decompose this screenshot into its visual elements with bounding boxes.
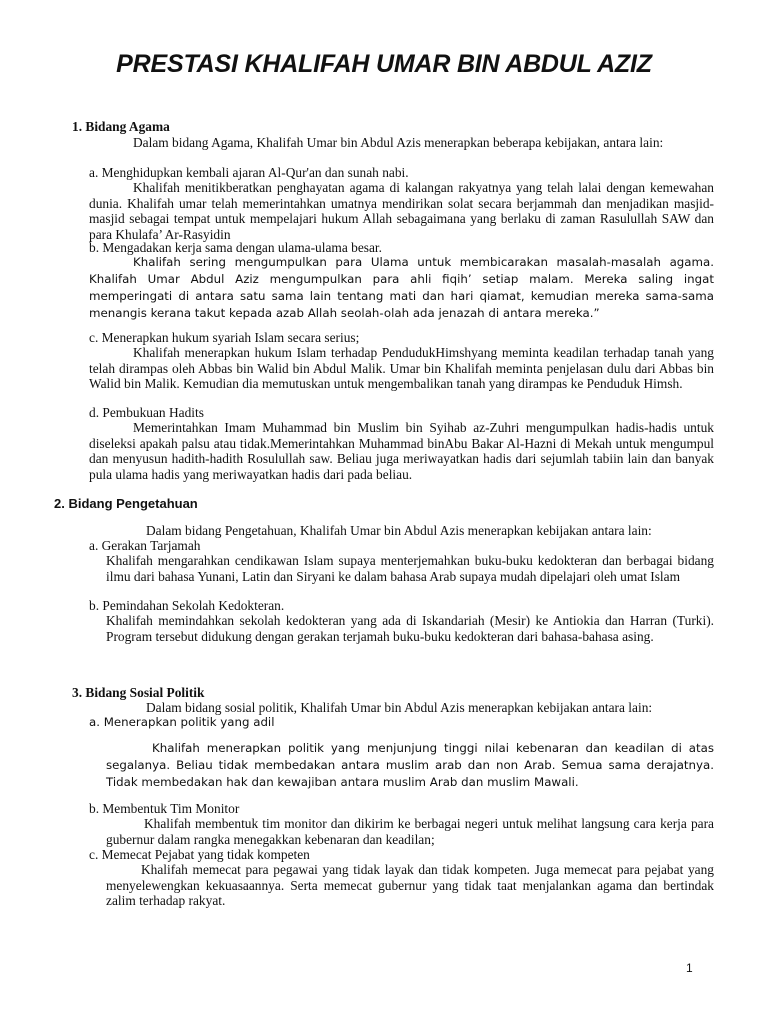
section-1-item-c-label: c. Menerapkan hukum syariah Islam secara serius; <box>89 330 360 345</box>
page-number: 1 <box>686 961 693 975</box>
section-1-intro: Dalam bidang Agama, Khalifah Umar bin Abdul Azis menerapkan beberapa kebijakan, antara lain: <box>133 135 664 150</box>
section-1-item-b-label: b. Mengadakan kerja sama dengan ulama-ulama besar. <box>89 240 382 255</box>
section-1-item-d-text: Memerintahkan Imam Muhammad bin Muslim bin Syihab az-Zuhri mengumpulkan hadis-hadis untuk diseleksi apakah palsu atau tidak.Memerintahkan Muhammad binAbu Bakar Al-Hazni di Mekah untuk mengumpul dan menyusun hadith-hadith Rosulullah saw. Beliau juga meriwayatkan hadis dari sejumlah tabiin lain dan banyak pula ulama hadis yang meriwayatkan hadis dari pada beliau. <box>89 420 714 482</box>
page-title: PRESTASI KHALIFAH UMAR BIN ABDUL AZIZ <box>116 50 652 78</box>
section-1-item-d-label: d. Pembukuan Hadits <box>89 405 204 420</box>
section-3-item-a-text: Khalifah menerapkan politik yang menjunjung tinggi nilai kebenaran dan keadilan di atas segalanya. Beliau tidak membedakan antara muslim arab dan non Arab. Semua sama derajatnya. Tidak membedakan hak dan kewajiban antara muslim Arab dan muslim Mawali. <box>106 741 714 789</box>
section-3-heading: 3. Bidang Sosial Politik <box>72 685 205 700</box>
section-3-item-c-text: Khalifah memecat para pegawai yang tidak layak dan tidak kompeten. Juga memecat para pejabat yang menyelewengkan kekuasaannya. Serta memecat gubernur yang tidak taat menjalankan agama dan bertindak zalim terhadap rakyat. <box>106 862 714 908</box>
section-2-item-b-text: Khalifah memindahkan sekolah kedokteran yang ada di Iskandariah (Mesir) ke Antiokia dan Harran (Turki). Program tersebut didukung dengan gerakan terjamah buku-buku kedokteran dari bahasa-bahasa asing. <box>106 613 714 644</box>
section-3-item-b-label: b. Membentuk Tim Monitor <box>89 801 240 816</box>
section-2-item-b-label: b. Pemindahan Sekolah Kedokteran. <box>89 598 285 613</box>
section-1-item-a-text: Khalifah menitikberatkan penghayatan agama di kalangan rakyatnya yang telah lalai dengan kemewahan dunia. Khalifah umar telah memerintahkan umatnya mendirikan solat secara berjammah dan menjadikan masjid-masjid sebagai tempat untuk mempelajari hukum Allah sebagaimana yang berlaku di zaman Rasulullah SAW dan para Khulafa’ Ar-Rasyidin <box>89 180 714 242</box>
section-2-item-a-text: Khalifah mengarahkan cendikawan Islam supaya menterjemahkan buku-buku kedokteran dan berbagai bidang ilmu dari bahasa Yunani, Latin dan Siryani ke dalam bahasa Arab supaya mudah dipelajari oleh umat Islam <box>106 553 714 584</box>
section-3-intro: Dalam bidang sosial politik, Khalifah Umar bin Abdul Azis menerapkan kebijakan antara lain: <box>146 700 653 715</box>
section-1-item-a-label: a. Menghidupkan kembali ajaran Al-Qur'an dan sunah nabi. <box>89 165 409 180</box>
section-1-heading: 1. Bidang Agama <box>72 119 170 134</box>
section-2-item-a-label: a. Gerakan Tarjamah <box>89 538 201 553</box>
section-1-item-b-text: Khalifah sering mengumpulkan para Ulama untuk membicarakan masalah-masalah agama. Khalifah Umar Abdul Aziz mengumpulkan para ahli fiqih’ setiap malam. Mereka saling ingat memperingati di antara satu sama lain tentang mati dan hari qiamat, kemudian mereka sama-sama menangis kerana takut kepada azab Allah seolah-olah ada jenazah di antara mereka.” <box>89 255 714 320</box>
section-3-item-b-text: Khalifah membentuk tim monitor dan dikirim ke berbagai negeri untuk melihat langsung cara kerja para gubernur dalam rangka menegakkan kebenaran dan keadilan; <box>106 816 714 847</box>
section-3-item-c-label: c. Memecat Pejabat yang tidak kompeten <box>89 847 310 862</box>
section-3-item-a-label: a. Menerapkan politik yang adil <box>89 715 275 729</box>
section-1-item-c-text: Khalifah menerapkan hukum Islam terhadap PendudukHimshyang meminta keadilan terhadap tanah yang telah dirampas oleh Abbas bin Walid bin Abdul Malik. Umar bin Khalifah meminta penjelasan dulu dari Abbas bin Walid bin Malik. Kemudian dia memutuskan untuk mengembalikan tanah yang dirampas ke Penduduk Himsh. <box>89 345 714 391</box>
section-2-intro: Dalam bidang Pengetahuan, Khalifah Umar bin Abdul Azis menerapkan kebijakan antara lain: <box>146 523 652 538</box>
section-2-heading: 2. Bidang Pengetahuan <box>54 496 198 511</box>
